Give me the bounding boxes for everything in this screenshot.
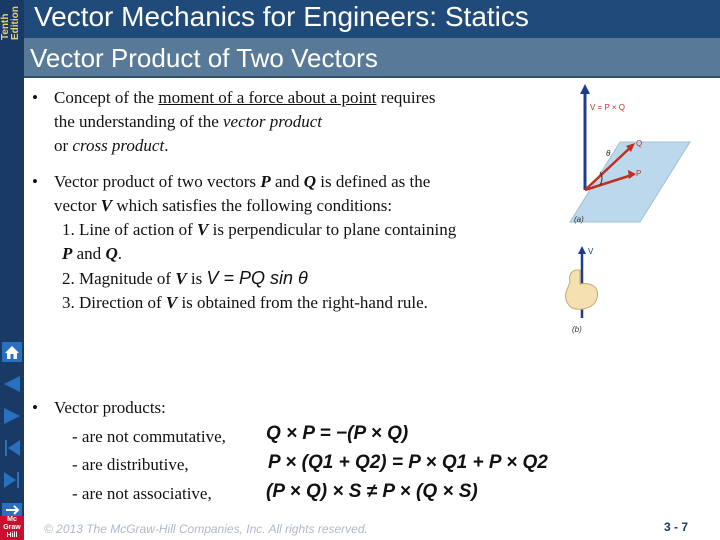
- commutative-formula: Q × P = −(P × Q): [266, 423, 409, 444]
- bullet-text: Vector product of two vectors: [54, 172, 261, 191]
- caption-a: (a): [574, 215, 584, 224]
- thumb-v-arrowhead: [578, 246, 586, 254]
- home-icon[interactable]: [2, 342, 22, 362]
- vector-symbol: V: [165, 293, 178, 312]
- condition-number: 3.: [62, 293, 75, 312]
- publisher-logo-text: Mc Graw Hill: [3, 516, 21, 539]
- condition-1: [54, 218, 460, 266]
- right-hand-rule-figure: [550, 238, 610, 338]
- property-associative: - are not associative,: [72, 484, 212, 503]
- edition-label: [0, 0, 24, 44]
- copyright: © 2013 The McGraw-Hill Companies, Inc. All rights reserved.: [44, 522, 368, 536]
- bullet-text: and: [270, 172, 304, 191]
- vector-v-arrowhead: [580, 84, 590, 94]
- condition-number: 1.: [62, 220, 75, 239]
- label-theta: θ: [606, 149, 611, 158]
- bullet-text: Line of action of: [79, 220, 198, 239]
- property-distributive: - are distributive,: [72, 455, 189, 474]
- bullet-text: Direction of: [79, 293, 166, 312]
- slide-title: Vector Product of Two Vectors: [30, 43, 378, 73]
- bullet-text: is perpendicular to plane containing: [208, 220, 457, 239]
- italic-term: vector product: [223, 112, 322, 131]
- property-text: are not associative,: [81, 484, 212, 503]
- magnitude-formula: V = PQ sin θ: [206, 268, 308, 288]
- bullet-text: which satisfies the following conditions:: [112, 196, 393, 215]
- bullet-text: requires the understanding of the: [54, 88, 436, 131]
- vector-symbol: Q: [105, 244, 118, 263]
- vector-symbol: V: [175, 269, 187, 288]
- page-number: 3 - 7: [664, 520, 689, 534]
- bullet-text: is defined as the vector: [54, 172, 431, 215]
- vector-symbol: P: [260, 172, 271, 191]
- plane: [570, 142, 690, 222]
- previous-slide-icon[interactable]: [2, 438, 22, 458]
- property-text: are distributive,: [81, 455, 189, 474]
- first-slide-icon[interactable]: [2, 374, 22, 394]
- cross-product-figure: [560, 80, 700, 230]
- bullet-text: Vector products:: [54, 398, 166, 417]
- bullet-text: or: [54, 136, 73, 155]
- caption-b: (b): [572, 325, 582, 334]
- bullet-text: .: [117, 244, 122, 263]
- condition-2: [54, 266, 460, 291]
- bullet-text: is obtained from the right-hand rule.: [177, 293, 428, 312]
- edition-line-1: Tenth: [0, 13, 11, 40]
- bullet-text: Concept of the: [54, 88, 159, 107]
- publisher-logo: [0, 516, 24, 540]
- bullet-moment-concept: • Concept of the moment of a force about a point requires the understanding of the vector product or cross product.: [32, 88, 436, 155]
- edition-line-2: Edition: [10, 6, 21, 40]
- label-p: P: [636, 169, 642, 178]
- course-title: Vector Mechanics for Engineers: Statics: [34, 1, 529, 32]
- bullet-text: is: [186, 269, 203, 288]
- next-slide-icon[interactable]: [2, 406, 22, 426]
- property-commutative: - are not commutative,: [72, 427, 226, 446]
- sidebar: [0, 0, 24, 540]
- vector-symbol: V: [197, 220, 209, 239]
- slide-body: [30, 86, 460, 327]
- bullet-text: and: [72, 244, 106, 263]
- label-v-eq: V = P × Q: [590, 103, 625, 112]
- italic-term: cross product: [72, 136, 165, 155]
- associative-formula: (P × Q) × S ≠ P × (Q × S): [266, 481, 478, 502]
- property-text: are not commutative,: [81, 427, 226, 446]
- label-v: V: [588, 247, 594, 256]
- condition-number: 2.: [62, 269, 75, 288]
- underlined-phrase: moment of a force about a point: [158, 88, 377, 107]
- last-slide-icon[interactable]: [2, 470, 22, 490]
- bullet-text: .: [164, 136, 169, 155]
- bullet-definition: • Vector product of two vectors P and Q is defined as the vector V which satisfies the following conditions: 1. Line of action of V is perpendicular to plane containing P and Q. 2. Magnitude of V is V = PQ sin θ 3. Direction of V is obtained from the right-hand rule.: [30, 170, 460, 315]
- condition-3: [54, 291, 460, 315]
- bullet-vector-products: • Vector products:: [32, 398, 166, 417]
- vector-symbol: V: [100, 196, 113, 215]
- bullet-text: Magnitude of: [79, 269, 176, 288]
- distributive-formula: P × (Q1 + Q2) = P × Q1 + P × Q2: [268, 452, 548, 473]
- label-q: Q: [636, 139, 643, 148]
- vector-symbol: Q: [303, 172, 317, 191]
- vector-symbol: P: [62, 244, 73, 263]
